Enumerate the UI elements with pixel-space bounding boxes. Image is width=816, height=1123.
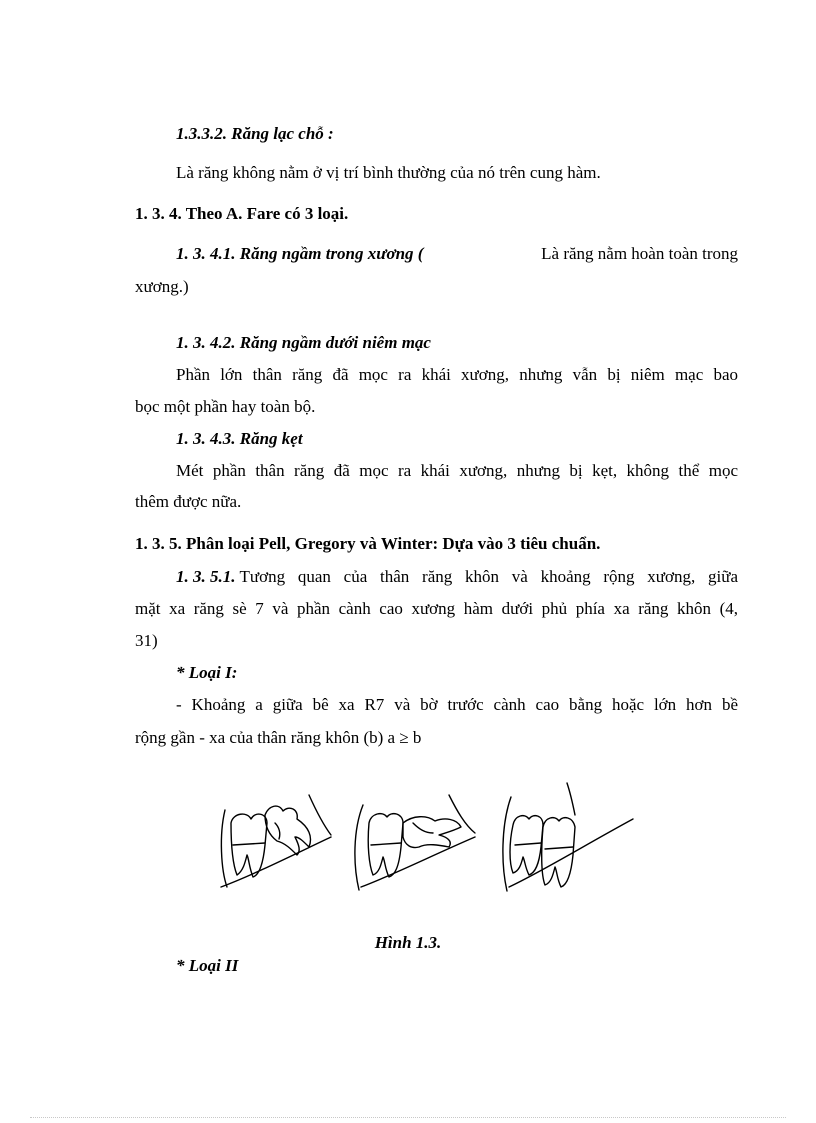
heading-1-3-4-1-desc: Là răng nằm hoàn toàn trong — [541, 244, 738, 263]
heading-1-3-4-2: 1. 3. 4.2. Răng ngầm dưới niêm mạc — [176, 333, 431, 352]
paragraph-1-3-4-2-line2: bọc một phần hay toàn bộ. — [135, 397, 316, 416]
figure-caption: Hình 1.3. — [374, 933, 442, 952]
heading-1-3-4-3: 1. 3. 4.3. Răng kẹt — [176, 429, 303, 448]
paragraph-1-3-4-2-line1: Phần lớn thân răng đã mọc ra khái xương, nhưng vẫn bị niêm mạc bao — [176, 365, 738, 384]
heading-1-3-4-1-line — [176, 243, 738, 265]
paragraph-1-3-5-1-line1 — [176, 566, 738, 588]
paragraph-1-3-5-1-line3: 31) — [135, 631, 158, 650]
heading-1-3-5: 1. 3. 5. Phân loại Pell, Gregory và Winter: Dựa vào 3 tiêu chuẩn. — [135, 534, 601, 553]
paragraph-1-3-5-1-text: Tương quan của thân răng khôn và khoảng rộng xương, giữa — [239, 567, 738, 586]
tooth-drawing-3 — [503, 783, 633, 891]
heading-loai-2: * Loại II — [176, 956, 239, 975]
figure-tooth-drawings — [213, 775, 651, 925]
heading-loai-1: * Loại I: — [176, 663, 238, 682]
paragraph-1-3-4-3-line2: thêm được nữa. — [135, 492, 242, 511]
paragraph-1-3-5-1-line2: mặt xa răng sè 7 và phần cành cao xương hàm dưới phủ phía xa răng khôn (4, — [135, 599, 738, 618]
heading-1-3-4-1-cont: xương.) — [135, 277, 189, 296]
paragraph-1-3-4-3-line1: Mét phần thân răng đã mọc ra khái xương, nhưng bị kẹt, không thể mọc — [176, 461, 738, 480]
heading-1-3-4-1: 1. 3. 4.1. Răng ngầm trong xương ( — [176, 244, 424, 263]
heading-1-3-3-2: 1.3.3.2. Răng lạc chỗ : — [176, 124, 334, 143]
paragraph-1-3-3-2: Là răng không nằm ở vị trí bình thường của nó trên cung hàm. — [176, 163, 601, 182]
tooth-drawing-2 — [355, 795, 475, 890]
tooth-drawing-1 — [221, 795, 331, 887]
heading-1-3-4: 1. 3. 4. Theo A. Fare có 3 loại. — [135, 204, 349, 223]
paragraph-loai-1-line2: rộng gần - xa của thân răng khôn (b) a ≥ b — [135, 728, 422, 747]
paragraph-loai-1-line1: - Khoảng a giữa bê xa R7 và bờ trước cành cao bằng hoặc lớn hơn bề — [176, 695, 738, 714]
heading-1-3-5-1: 1. 3. 5.1. — [176, 567, 236, 586]
page-footer-divider — [30, 1117, 786, 1118]
